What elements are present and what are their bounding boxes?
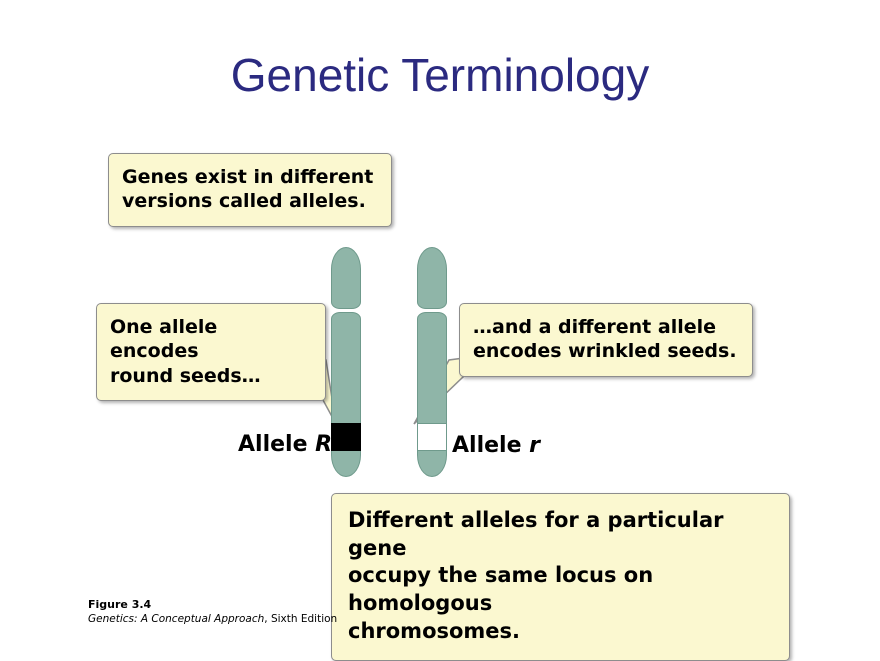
callout-wrinkled-seeds-line1: …and a different allele	[473, 316, 717, 338]
chromosome-right-lower-arm	[417, 312, 447, 477]
allele-label-dominant-prefix: Allele	[238, 432, 308, 457]
callout-round-seeds	[96, 303, 326, 401]
callout-same-locus-line3: chromosomes.	[348, 618, 521, 643]
figure-source-title: Genetics: A Conceptual Approach	[88, 613, 265, 625]
figure-source	[88, 613, 337, 625]
figure-credit	[88, 598, 337, 625]
allele-label-dominant-symbol: R	[315, 432, 333, 457]
figure-number: Figure 3.4	[88, 598, 152, 611]
callout-same-locus-line1: Different alleles for a particular gene	[348, 508, 724, 560]
callout-round-seeds-line2: round seeds…	[110, 364, 261, 387]
allele-band-r-recessive	[417, 423, 447, 451]
callout-genes-alleles-line2: versions called alleles.	[122, 190, 366, 213]
allele-label-recessive	[452, 433, 540, 458]
callout-round-seeds-line1: One allele encodes	[110, 316, 218, 363]
callout-wrinkled-seeds-line2: encodes wrinkled seeds.	[473, 340, 737, 363]
allele-label-recessive-prefix: Allele	[452, 433, 522, 458]
chromosome-left-lower-arm	[331, 312, 361, 477]
callout-wrinkled-seeds	[459, 303, 753, 377]
page-title: Genetic Terminology	[230, 49, 650, 101]
callout-genes-alleles	[108, 153, 392, 227]
callout-same-locus	[331, 493, 790, 661]
callout-genes-alleles-line1: Genes exist in different	[122, 166, 374, 188]
allele-label-dominant	[238, 432, 332, 457]
allele-label-recessive-symbol: r	[529, 433, 541, 458]
callout-same-locus-line2: occupy the same locus on homologous	[348, 563, 654, 616]
chromosome-left-upper-arm	[331, 247, 361, 309]
figure-source-edition: , Sixth Edition	[264, 613, 338, 625]
allele-band-r-dominant	[331, 423, 361, 451]
chromosome-right-upper-arm	[417, 247, 447, 309]
